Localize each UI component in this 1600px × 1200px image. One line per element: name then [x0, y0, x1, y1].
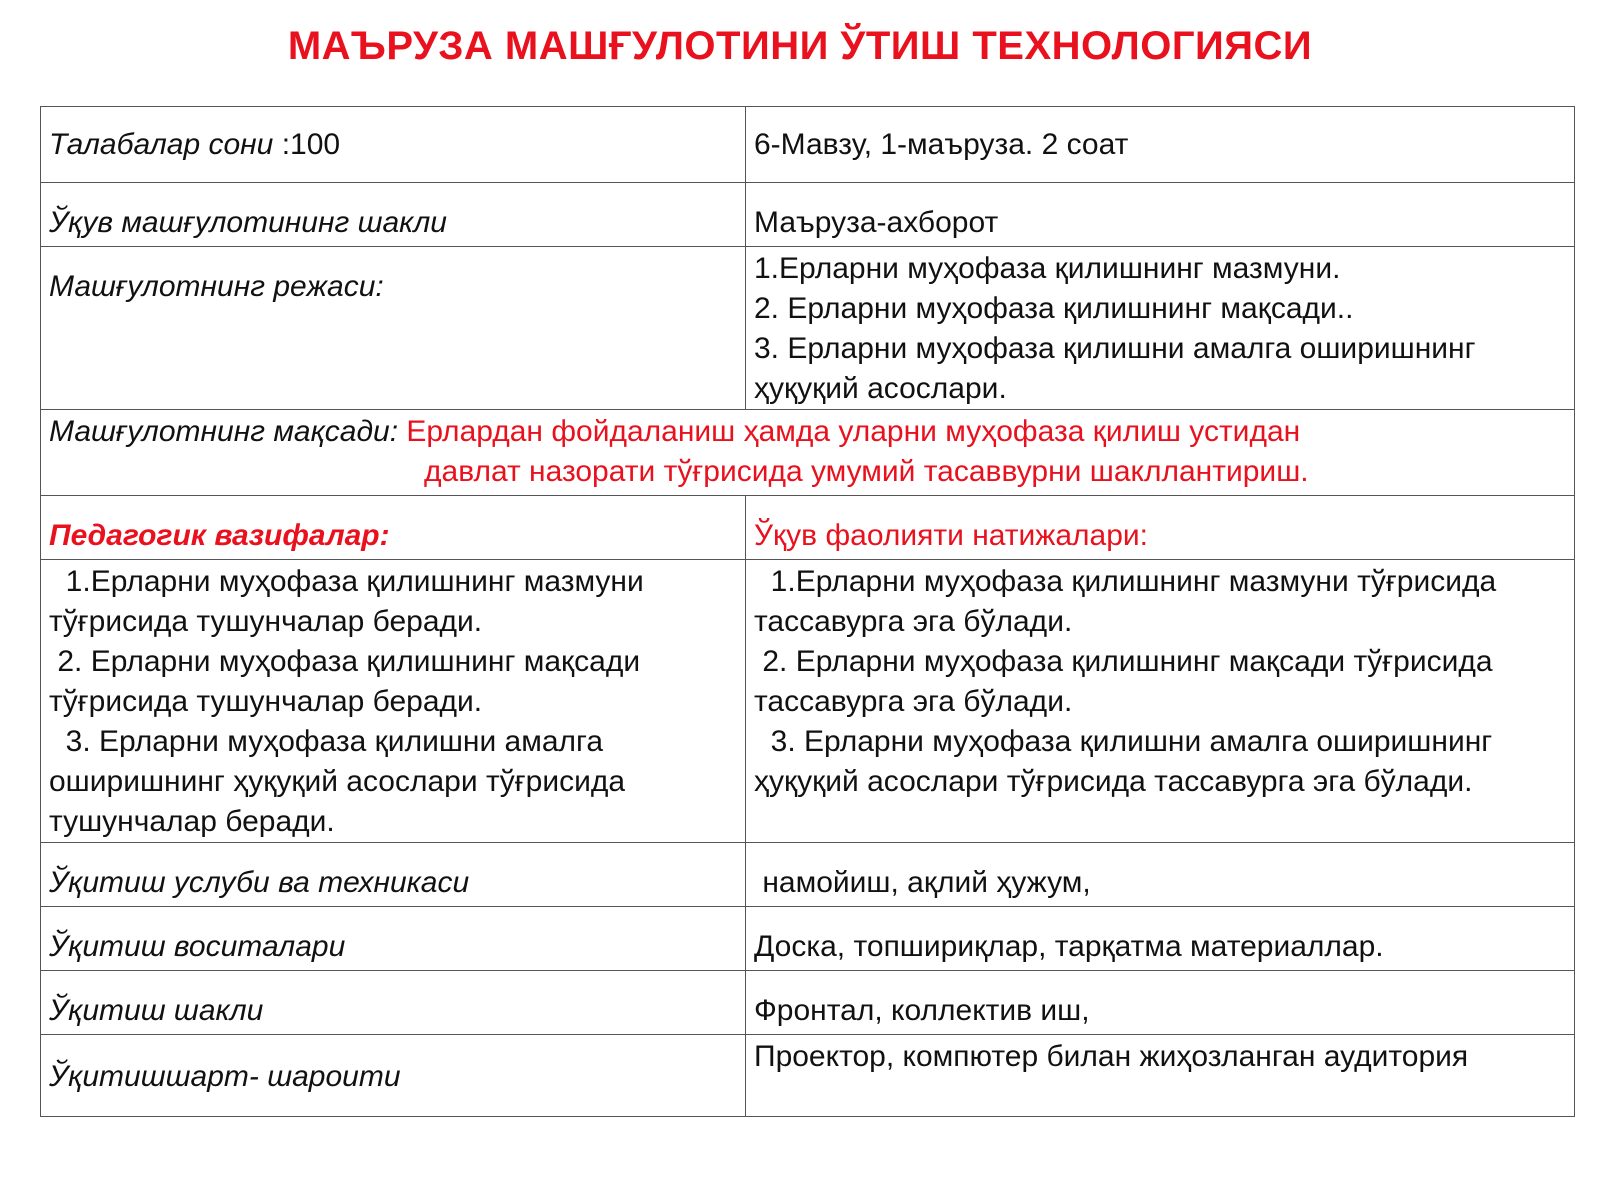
task-left-2: 2. Ерларни муҳофаза қилишнинг мақсади тўғрисида тушунчалар беради.: [49, 645, 649, 718]
cell-tools-value: [746, 907, 1575, 971]
page-title: МАЪРУЗА МАШҒУЛОТИНИ ЎТИШ ТЕХНОЛОГИЯСИ: [287, 24, 1313, 68]
task-left-3: 3. Ерларни муҳофаза қилишни амалга оширишнинг ҳуқуқий асослари тўғрисида тушунчалар беради.: [49, 725, 634, 838]
conditions-value: Проектор, компютер билан жиҳозланган аудитория: [754, 1040, 1469, 1073]
task-left-1: 1.Ерларни муҳофаза қилишнинг мазмуни тўғрисида тушунчалар беради.: [49, 565, 653, 638]
cell-students-label: [41, 107, 746, 183]
cell-form-label: [41, 183, 746, 247]
plan-label: Машғулотнинг режаси:: [49, 270, 384, 303]
cell-goal: [41, 410, 1575, 496]
goal-line-1: Ерлардан фойдаланиш ҳамда уларни муҳофаза қилиш устидан: [406, 415, 1301, 448]
cell-conditions-value: [746, 1035, 1575, 1117]
cell-tasks-right: [746, 560, 1575, 843]
table-row-teach-form: [41, 971, 1575, 1035]
goal-line-2: давлат назорати тўғрисида умумий тасаввурни шакллантириш.: [424, 455, 1309, 488]
method-value: намойиш, ақлий ҳужум,: [754, 866, 1091, 899]
form-value: Маъруза-ахборот: [754, 206, 999, 239]
table-row-method: [41, 843, 1575, 907]
tools-value: Доска, топшириқлар, тарқатма материаллар.: [754, 930, 1384, 963]
task-right-3: 3. Ерларни муҳофаза қилишни амалга оширишнинг ҳуқуқий асослари тўғрисида тассавурга эга бўлади.: [754, 725, 1501, 798]
cell-teach-form-value: [746, 971, 1575, 1035]
cell-results-header: [746, 496, 1575, 560]
learning-results-header: Ўқув фаолияти натижалари:: [754, 519, 1148, 552]
teach-form-label: Ўқитиш шакли: [49, 994, 264, 1027]
cell-tools-label: [41, 907, 746, 971]
form-label: Ўқув машғулотининг шакли: [49, 206, 447, 239]
cell-plan-label: [41, 247, 746, 410]
tools-label: Ўқитиш воситалари: [49, 930, 346, 963]
method-label: Ўқитиш услуби ва техникаси: [49, 866, 470, 899]
topic-text: 6-Мавзу, 1-маъруза. 2 соат: [754, 128, 1129, 161]
table-row-plan: [41, 247, 1575, 410]
cell-teach-form-label: [41, 971, 746, 1035]
cell-method-value: [746, 843, 1575, 907]
task-right-2: 2. Ерларни муҳофаза қилишнинг мақсади тўғрисида тассавурга эга бўлади.: [754, 645, 1501, 718]
table-row-form: [41, 183, 1575, 247]
pedagogic-tasks-header: Педагогик вазифалар:: [49, 519, 390, 552]
students-value: :100: [281, 128, 341, 161]
goal-label: Машғулотнинг мақсади:: [49, 415, 399, 448]
task-right-1: 1.Ерларни муҳофаза қилишнинг мазмуни тўғрисида тассавурга эга бўлади.: [754, 565, 1505, 638]
table-row-tasks: [41, 560, 1575, 843]
plan-item-2: 2. Ерларни муҳофаза қилишнинг мақсади..: [754, 292, 1354, 325]
table-row-headers: [41, 496, 1575, 560]
cell-tasks-left: [41, 560, 746, 843]
table-row-conditions: [41, 1035, 1575, 1117]
table-row-students: [41, 107, 1575, 183]
table-row-goal: [41, 410, 1575, 496]
students-label: Талабалар сони: [49, 128, 274, 161]
cell-plan-items: [746, 247, 1575, 410]
cell-pedagogic-header: [41, 496, 746, 560]
lesson-plan-table: [40, 106, 1575, 1117]
plan-item-1: 1.Ерларни муҳофаза қилишнинг мазмуни.: [754, 252, 1341, 285]
cell-method-label: [41, 843, 746, 907]
cell-form-value: [746, 183, 1575, 247]
table-row-tools: [41, 907, 1575, 971]
conditions-label: Ўқитишшарт- шароити: [49, 1060, 401, 1093]
teach-form-value: Фронтал, коллектив иш,: [754, 994, 1090, 1027]
cell-conditions-label: [41, 1035, 746, 1117]
cell-topic: [746, 107, 1575, 183]
plan-item-3: 3. Ерларни муҳофаза қилишни амалга оширишнинг ҳуқуқий асослари.: [754, 332, 1484, 405]
